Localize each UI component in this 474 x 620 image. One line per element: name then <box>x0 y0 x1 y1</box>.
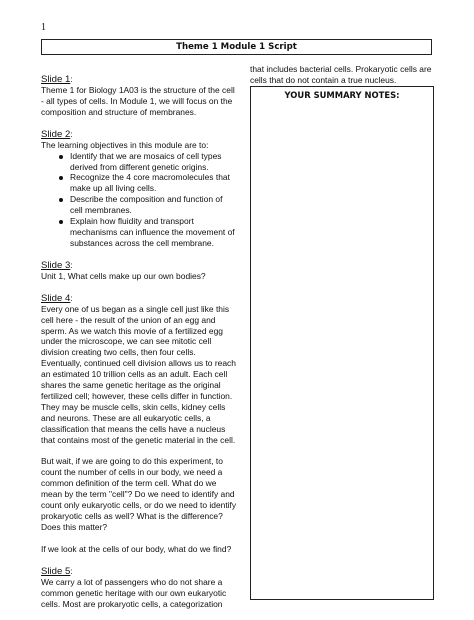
slide-5-section: Slide 5: We carry a lot of passengers who do not share a common genetic heritage with our own eukaryotic cells. Most are prokaryotic cells, a categorization <box>41 566 237 610</box>
objective-item: Explain how fluidity and transport mechanisms can influence the movement of substances across the cell membrane. <box>41 216 237 249</box>
slide-4-paragraph: If we look at the cells of our body, what do we find? <box>41 543 232 554</box>
slide-5-paragraph: We carry a lot of passengers who do not share a common genetic heritage with our own eukaryotic cells. Most are prokaryotic cells, a categorization <box>41 576 227 609</box>
slide-5-heading: Slide 5 <box>41 565 71 577</box>
slide-4-section: Slide 4: Every one of us began as a single cell just like this cell here - the result of the union of an egg and sperm. As we watch this movie of a fertilized egg under the microscope, we can see mitotic cell division creating two cells, then four cells. Eventually, continued cell division allows us to reach an estimated 10 trillion cells as an adult. Each cell shares the same genetic heritage as the original fertilized cell; however, these cells differ in function. They may be muscle cells, skin cells, kidney cells and neurons. These are all eukaryotic cells, a classification that means the cells have a nucleus that contains most of the genetic material in the cell. But wait, if we are going to do this experiment, to count the number of cells in our body, we need a common definition of the term cell. What do we mean by the term "cell"? Do we need to identify and count only eukaryotic cells, or do we need to identify prokaryotic cells as well? What is the difference? Does this matter? If we look at the cells of our body, what do we find? <box>41 292 237 554</box>
summary-notes-title: YOUR SUMMARY NOTES: <box>284 90 400 100</box>
script-title-box <box>41 39 432 55</box>
slide-4-paragraph: Every one of us began as a single cell just like this cell here - the result of the union of an egg and sperm. As we watch this movie of a fertilized egg under the microscope, we can see mitotic cell division creating two cells, then four cells. Eventually, continued cell division allows us to reach an estimated 10 trillion cells as an adult. Each cell shares the same genetic heritage as the original fertilized cell; however, these cells differ in function. They may be muscle cells, skin cells, kidney cells and neurons. These are all eukaryotic cells, a classification that means the cells have a nucleus that contains most of the genetic material in the cell. <box>41 303 236 445</box>
objective-item: Describe the composition and function of cell membranes. <box>41 194 237 216</box>
page-number: 1 <box>41 22 46 33</box>
objective-item: Identify that we are mosaics of cell types derived from different genetic origins. <box>41 151 237 173</box>
summary-notes-box[interactable] <box>250 86 434 600</box>
slide-2-section: Slide 2: The learning objectives in this module are to: Identify that we are mosaics of cell types derived from different genetic origins. Recognize the 4 core macromolecules that make up all living cells. Describe the composition and function of cell membranes. Explain how fluidity and transport mechanisms can influence the movement of substances across the cell membrane. <box>41 129 237 249</box>
slide-3-paragraph: Unit 1, What cells make up our own bodies? <box>41 270 206 281</box>
script-left-column <box>41 74 237 620</box>
slide-1-paragraph: Theme 1 for Biology 1A03 is the structure of the cell - all types of cells. In Module 1, we will focus on the composition and structure of membranes. <box>41 85 235 117</box>
learning-objectives-list <box>41 151 237 249</box>
slide-2-intro: The learning objectives in this module are to: <box>41 139 209 150</box>
slide-1-section: Slide 1: Theme 1 for Biology 1A03 is the structure of the cell - all types of cells. In Module 1, we will focus on the composition and structure of membranes. <box>41 74 237 118</box>
slide-2-heading: Slide 2 <box>41 128 71 140</box>
slide-1-heading: Slide 1 <box>41 74 71 85</box>
slide-4-heading: Slide 4 <box>41 292 71 304</box>
slide-3-section: Slide 3: Unit 1, What cells make up our own bodies? <box>41 260 237 282</box>
slide-3-heading: Slide 3 <box>41 259 71 271</box>
script-title: Theme 1 Module 1 Script <box>176 42 297 52</box>
slide-4-paragraph: But wait, if we are going to do this experiment, to count the number of cells in our body, we need a common definition of the term cell. What do we mean by the term "cell"? Do we need to identify and count only eukaryotic cells, or do we need to identify prokaryotic cells as well? What is the difference? Does this matter? <box>41 456 237 532</box>
objective-item: Recognize the 4 core macromolecules that make up all living cells. <box>41 172 237 194</box>
continuation-text: that includes bacterial cells. Prokaryotic cells are cells that do not contain a true nucleus. <box>250 64 432 85</box>
